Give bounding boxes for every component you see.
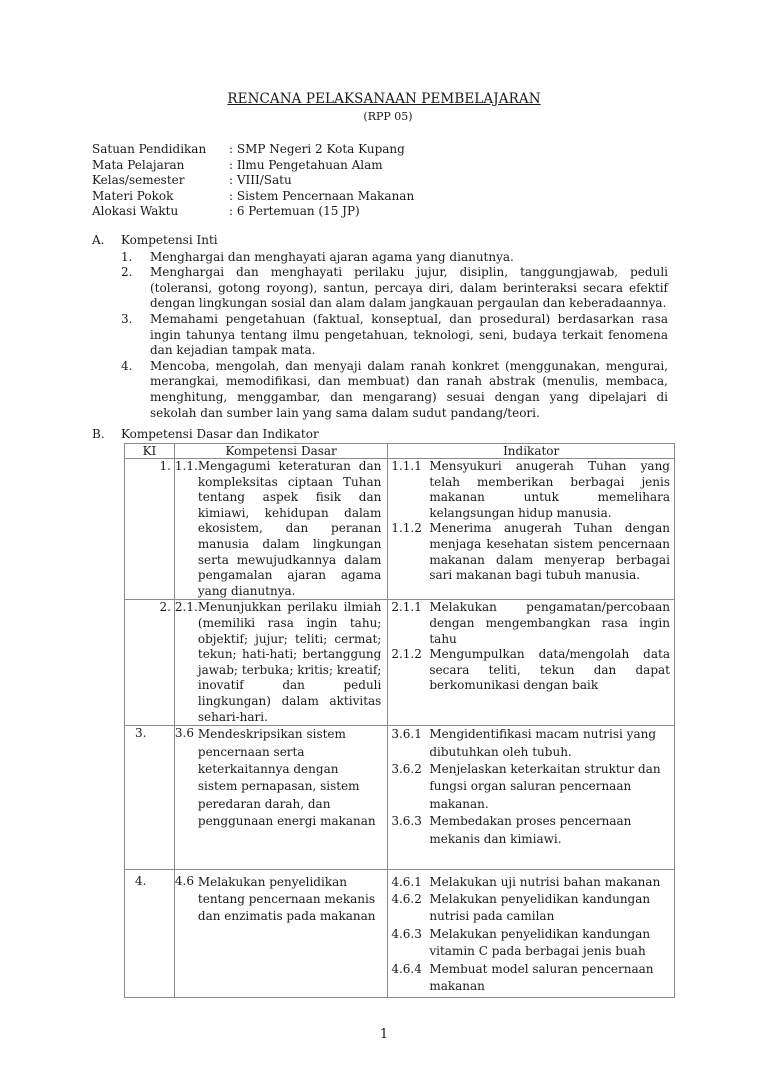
section-letter: B. <box>92 427 105 441</box>
list-item <box>92 359 668 421</box>
indicator-code: 2.1.1 <box>391 600 422 615</box>
identity-value: : 6 Pertemuan (15 JP) <box>229 204 360 219</box>
cell-ki: 1. <box>125 459 175 600</box>
identity-row <box>92 173 414 189</box>
kd-code: 4.6 <box>174 873 194 888</box>
kd-text: Menunjukkan perilaku ilmiah (memiliki rasa ingin tahu; objektif; jujur; teliti; cermat; tekun; hati-hati; bertanggung jawab; terbuka; kritis; kreatif; inovatif dan peduli lingkungan) dalam aktivitas sehari-hari. <box>197 600 382 724</box>
list-item <box>92 265 668 312</box>
cell-indikator <box>388 869 675 998</box>
kd-code: 1.1. <box>174 459 198 473</box>
list-item-number: 2. <box>121 265 133 280</box>
indicator-item <box>388 813 674 848</box>
cell-ki: 2. <box>125 600 175 726</box>
indicator-text: Menerima anugerah Tuhan dengan menjaga kesehatan sistem pencernaan makanan dalam menyerap berbagai sari makanan bagi tubuh manusia. <box>429 521 670 583</box>
identity-label: Materi Pokok <box>92 188 174 203</box>
indicator-item <box>388 761 674 813</box>
list-item <box>92 312 668 359</box>
indicator-text: Mengidentifikasi macam nutrisi yang dibutuhkan oleh tubuh. <box>429 727 657 759</box>
header-ki: KI <box>125 444 175 459</box>
header-indikator: Indikator <box>388 444 675 459</box>
cell-ki: 4. <box>125 869 175 998</box>
kd-code: 3.6 <box>174 726 194 741</box>
indicator-code: 4.6.1 <box>391 874 422 889</box>
section-heading <box>92 427 319 443</box>
table-header-row <box>125 444 675 459</box>
section-letter: A. <box>92 233 105 247</box>
indicator-code: 3.6.1 <box>391 727 422 742</box>
document-title: RENCANA PELAKSANAAN PEMBELAJARAN <box>227 91 541 107</box>
list-item <box>92 250 668 266</box>
table-row <box>125 726 675 869</box>
indicator-item <box>388 891 674 926</box>
indicator-code: 3.6.3 <box>391 814 422 829</box>
kd-text: Mengagumi keteraturan dan kompleksitas ciptaan Tuhan tentang aspek fisik dan kimiawi, kehidupan dalam ekosistem, dan peranan manusia dalam lingkungan serta mewujudkannya dalam pengamalan ajaran agama yang dianutnya. <box>197 459 382 598</box>
identity-label: Satuan Pendidikan <box>92 142 207 156</box>
section-title: Kompetensi Inti <box>121 233 218 247</box>
indicator-text: Mensyukuri anugerah Tuhan yang telah memberikan berbagai jenis makanan untuk memelihara kelangsungan hidup manusia. <box>429 459 670 520</box>
identity-row <box>92 158 414 174</box>
cell-kd <box>174 869 387 998</box>
cell-indikator <box>388 459 675 600</box>
list-item-text: Menghargai dan menghayati perilaku jujur, disiplin, tanggungjawab, peduli (toleransi, gotong royong), santun, percaya diri, dalam berinteraksi secara efektif dengan lingkungan sosial dan alam dalam jangkauan pergaulan dan keberadaannya. <box>150 265 668 311</box>
list-item-text: Menghargai dan menghayati ajaran agama yang dianutnya. <box>150 249 514 264</box>
indicator-code: 1.1.1 <box>391 459 422 473</box>
section-heading <box>92 233 668 249</box>
indicator-code: 4.6.3 <box>391 926 422 941</box>
identity-value: : Ilmu Pengetahuan Alam <box>229 157 383 172</box>
indicator-text: Membedakan proses pencernaan mekanis dan kimiawi. <box>429 814 632 846</box>
header-kd: Kompetensi Dasar <box>174 444 387 459</box>
indicator-text: Mengumpulkan data/mengolah data secara teliti, tekun dan dapat berkomunikasi dengan baik <box>429 647 670 693</box>
identity-label: Alokasi Waktu <box>92 204 179 219</box>
kd-indicator-table <box>124 443 675 998</box>
indicator-item <box>388 647 674 694</box>
indicator-text: Melakukan pengamatan/percobaan dengan mengembangkan rasa ingin tahu <box>429 600 670 646</box>
indicator-text: Melakukan penyelidikan kandungan vitamin C pada berbagai jenis buah <box>429 926 651 959</box>
identity-row <box>92 142 414 158</box>
indicator-item <box>388 600 674 647</box>
kd-text: Melakukan penyelidikan tentang pencernaan mekanis dan enzimatis pada makanan <box>197 874 376 924</box>
indicator-code: 2.1.2 <box>391 647 422 662</box>
indicator-code: 4.6.2 <box>391 891 422 906</box>
list-item-number: 3. <box>121 311 133 326</box>
list-item-text: Mencoba, mengolah, dan menyaji dalam ranah konkret (menggunakan, mengurai, merangkai, memodifikasi, dan membuat) dan ranah abstrak (menulis, membaca, menghitung, menggambar, dan mengarang) sesuai dengan yang dipelajari di sekolah dan sumber lain yang sama dalam sudut pandang/teori. <box>150 358 668 420</box>
ki-list <box>92 250 668 422</box>
cell-kd <box>174 726 387 869</box>
identity-block <box>92 142 414 220</box>
identity-value: : Sistem Pencernaan Makanan <box>229 188 415 203</box>
kd-code: 2.1. <box>174 600 198 615</box>
list-item-number: 1. <box>121 249 133 264</box>
indicator-code: 3.6.2 <box>391 761 422 776</box>
cell-indikator <box>388 726 675 869</box>
section-kompetensi-dasar <box>92 427 319 443</box>
identity-value: : VIII/Satu <box>229 173 292 188</box>
identity-row <box>92 189 414 205</box>
table-row <box>125 459 675 600</box>
table-row <box>125 869 675 998</box>
indicator-text: Menjelaskan keterkaitan struktur dan fungsi organ saluran pencernaan makanan. <box>429 761 661 811</box>
document-subtitle: (RPP 05) <box>363 110 413 123</box>
indicator-item <box>388 961 674 996</box>
indicator-item <box>388 726 674 761</box>
indicator-item <box>388 459 674 521</box>
cell-kd <box>174 600 387 726</box>
indicator-item <box>388 874 674 891</box>
indicator-code: 1.1.2 <box>391 521 422 536</box>
indicator-text: Melakukan uji nutrisi bahan makanan <box>429 874 661 889</box>
indicator-text: Melakukan penyelidikan kandungan nutrisi pada camilan <box>429 891 651 924</box>
identity-row <box>92 204 414 220</box>
table-row <box>125 600 675 726</box>
list-item-text: Memahami pengetahuan (faktual, konseptual, dan prosedural) berdasarkan rasa ingin tahunya tentang ilmu pengetahuan, teknologi, seni, budaya terkait fenomena dan kejadian tampak mata. <box>150 311 668 358</box>
cell-ki: 3. <box>125 726 175 869</box>
section-kompetensi-inti <box>92 233 668 421</box>
kd-text: Mendeskripsikan sistem pencernaan serta keterkaitannya dengan sistem pernapasan, sistem peredaran darah, dan penggunaan energi makanan <box>197 727 376 829</box>
cell-kd <box>174 459 387 600</box>
indicator-item <box>388 521 674 583</box>
indicator-item <box>388 926 674 961</box>
identity-label: Kelas/semester <box>92 173 185 188</box>
identity-value: : SMP Negeri 2 Kota Kupang <box>229 142 405 156</box>
section-title: Kompetensi Dasar dan Indikator <box>121 427 319 441</box>
list-item-number: 4. <box>121 358 133 373</box>
identity-label: Mata Pelajaran <box>92 157 185 172</box>
page-number: 1 <box>379 1027 389 1042</box>
cell-indikator <box>388 600 675 726</box>
indicator-text: Membuat model saluran pencernaan makanan <box>429 961 654 993</box>
indicator-code: 4.6.4 <box>391 961 422 976</box>
